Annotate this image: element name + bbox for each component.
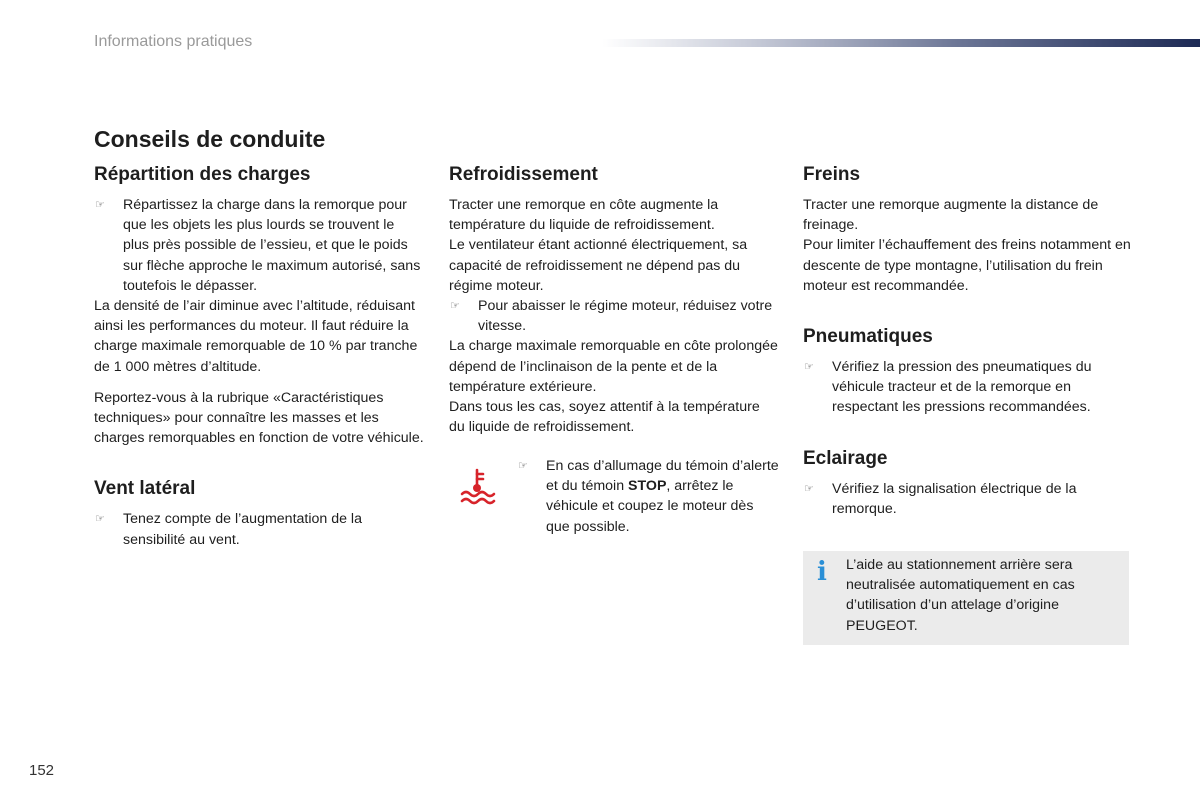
pointing-hand-icon: ☞	[804, 361, 814, 374]
bullet-item: ☞ Répartissez la charge dans la remorque pour que les objets les plus lourds se trouvent le plus près possible de l’essieu, et que le poids sur flèche approche le maximum autorisé, sans toutefois le dépasser.	[95, 197, 421, 294]
stop-label: STOP	[628, 478, 667, 495]
column-left	[94, 162, 424, 550]
bullet-item: ☞ Vérifiez la signalisation électrique de la remorque.	[804, 480, 1077, 517]
warning-note	[449, 456, 779, 537]
heading-eclairage: Eclairage	[803, 447, 888, 469]
paragraph: Pour limiter l’échauffement des freins notamment en descente de type montagne, l’utilisation du frein moteur est recommandée.	[803, 237, 1131, 294]
page-number: 152	[29, 762, 55, 779]
bullet-item: ☞ En cas d’allumage du témoin d’alerte et du témoin STOP, arrêtez le véhicule et coupez le moteur dès que possible.	[518, 458, 779, 535]
info-icon: i	[817, 557, 827, 587]
pointing-hand-icon: ☞	[804, 482, 814, 495]
paragraph: Tracter une remorque augmente la distance de freinage.	[803, 197, 1099, 234]
pointing-hand-icon: ☞	[518, 460, 528, 472]
page-title: Conseils de conduite	[94, 126, 326, 152]
paragraph: La charge maximale remorquable en côte prolongée dépend de l’inclinaison de la pente et de la température extérieure.	[449, 338, 778, 395]
info-text: L’aide au stationnement arrière sera neutralisée automatiquement en cas d’utilisation d’un attelage d’origine PEUGEOT.	[846, 557, 1075, 634]
pointing-hand-icon: ☞	[95, 199, 105, 211]
heading-freins: Freins	[803, 164, 861, 185]
bullet-item: ☞ Vérifiez la pression des pneumatiques du véhicule tracteur et de la remorque en respectant les pressions recommandées.	[804, 359, 1092, 416]
paragraph: La densité de l’air diminue avec l’altitude, réduisant ainsi les performances du moteur. Il faut réduire la charge maximale remorquable de 10 % par tranche de 1 000 mètres d’altitude.	[94, 298, 418, 375]
heading-vent-lateral: Vent latéral	[94, 478, 196, 500]
pointing-hand-icon: ☞	[450, 300, 460, 313]
info-note	[803, 551, 1129, 645]
coolant-temperature-icon	[457, 466, 497, 506]
heading-repartition: Répartition des charges	[94, 164, 311, 185]
column-middle	[449, 162, 779, 437]
pointing-hand-icon: ☞	[95, 513, 105, 526]
paragraph: Le ventilateur étant actionné électriquement, sa capacité de refroidissement ne dépend pas du régime moteur.	[449, 237, 748, 294]
heading-pneumatiques: Pneumatiques	[803, 326, 933, 348]
running-header: Informations pratiques	[94, 33, 253, 50]
bullet-item: ☞ Tenez compte de l’augmentation de la sensibilité au vent.	[95, 511, 362, 548]
paragraph: Reportez-vous à la rubrique «Caractéristiques techniques» pour connaître les masses et les charges remorquables en fonction de votre véhicule.	[94, 389, 424, 447]
paragraph: Tracter une remorque en côte augmente la température du liquide de refroidissement.	[449, 197, 719, 234]
column-right	[803, 162, 1133, 519]
heading-refroidissement: Refroidissement	[449, 164, 598, 185]
paragraph: Dans tous les cas, soyez attentif à la température du liquide de refroidissement.	[449, 399, 760, 436]
bullet-item: ☞ Pour abaisser le régime moteur, réduisez votre vitesse.	[450, 298, 773, 335]
header-gradient-bar	[602, 39, 1200, 47]
